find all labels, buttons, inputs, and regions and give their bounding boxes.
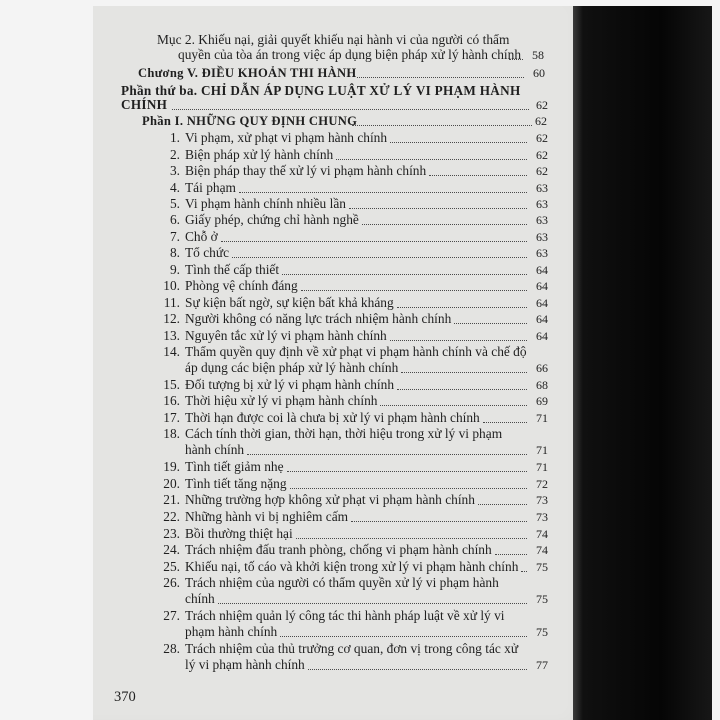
toc-entry-text: Trách nhiệm quản lý công tác thi hành pháp luật về xử lý vi	[185, 608, 505, 623]
leader-dots	[390, 140, 527, 143]
toc-entry-text: Thời hạn được coi là chưa bị xử lý vi phạm hành chính	[185, 410, 480, 425]
toc-entry-text: Tình thế cấp thiết	[185, 262, 280, 277]
page-number: 370	[114, 689, 136, 705]
toc-entry-page: 64	[536, 312, 548, 326]
leader-dots	[301, 288, 527, 291]
toc-entry-text: Người không có năng lực trách nhiệm hành chính	[185, 311, 452, 326]
leader-dots	[221, 239, 527, 242]
toc-entry-number: 9.	[169, 262, 180, 277]
leader-dots	[218, 601, 527, 604]
toc-entry-text: Những hành vi bị nghiêm cấm	[185, 509, 349, 524]
toc-entry-text: áp dụng các biện pháp xử lý hành chính	[185, 360, 399, 375]
toc-entry-page: 63	[536, 230, 548, 244]
toc-chapter-5-title: Chương V. ĐIỀU KHOẢN THI HÀNH	[138, 66, 357, 80]
toc-entry-text: Thẩm quyền quy định về xử phạt vi phạm hành chính và chế độ	[185, 344, 527, 359]
leader-dots	[349, 206, 527, 209]
toc-entry-text: Sự kiện bất ngờ, sự kiện bất khả kháng	[185, 295, 394, 310]
toc-entry-text: Tái phạm	[185, 180, 236, 195]
leader-dots	[308, 667, 527, 670]
leader-dots	[380, 403, 527, 406]
leader-dots	[290, 486, 527, 489]
toc-entry-number: 15.	[163, 377, 180, 392]
toc-entry-number: 21.	[163, 492, 180, 507]
leader-dots	[362, 222, 527, 225]
toc-entry-number: 20.	[163, 476, 180, 491]
toc-entry-number: 14.	[163, 344, 180, 359]
leader-dots	[282, 272, 527, 275]
toc-entry-text: Đối tượng bị xử lý vi phạm hành chính	[185, 377, 395, 392]
toc-entry-text: Giấy phép, chứng chỉ hành nghề	[185, 212, 359, 227]
toc-entry-page: 63	[536, 181, 548, 195]
frame-border-right	[712, 0, 720, 720]
toc-entry-number: 17.	[163, 410, 180, 425]
toc-entry-number: 5.	[169, 196, 180, 211]
toc-entry-page: 62	[536, 131, 548, 145]
toc-entry-text: Những trường hợp không xử phạt vi phạm hành chính	[185, 492, 475, 507]
toc-entry-page: 72	[536, 477, 548, 491]
toc-part-3-title-line2: CHÍNH	[121, 97, 168, 112]
toc-entry-page: 64	[536, 296, 548, 310]
leader-dots	[287, 469, 527, 472]
toc-entry-text: Biện pháp thay thế xử lý vi phạm hành chính	[185, 163, 427, 178]
toc-entry-number: 10.	[163, 278, 180, 293]
leader-dots	[478, 502, 527, 505]
toc-entry-page: 63	[536, 246, 548, 260]
book-spine	[573, 0, 720, 720]
toc-entry-number: 6.	[169, 212, 180, 227]
toc-section-1-page: 62	[535, 114, 547, 128]
toc-muc2-line1: Mục 2. Khiếu nại, giải quyết khiếu nại hành vi của người có thẩm	[157, 32, 510, 47]
leader-dots	[454, 321, 527, 324]
toc-entry-page: 62	[536, 148, 548, 162]
toc-entry-page: 73	[536, 510, 548, 524]
toc-entry-text: Nguyên tắc xử lý vi phạm hành chính	[185, 328, 387, 343]
toc-entry-number: 13.	[163, 328, 180, 343]
toc-entry-number: 8.	[169, 245, 180, 260]
leader-dots	[521, 569, 527, 572]
toc-section-1-title: Phần I. NHỮNG QUY ĐỊNH CHUNG	[142, 114, 358, 128]
leader-dots	[483, 420, 527, 423]
leader-dots	[247, 452, 527, 455]
toc-entry-page: 64	[536, 279, 548, 293]
leader-dots	[172, 107, 529, 110]
toc-entry-page: 63	[536, 197, 548, 211]
toc-entry-text: Chỗ ở	[185, 229, 218, 244]
toc-entry-page: 66	[536, 361, 548, 375]
leader-dots	[509, 57, 523, 60]
leader-dots	[352, 123, 532, 126]
toc-entry-page: 68	[536, 378, 548, 392]
toc-entry-page: 77	[536, 658, 548, 672]
toc-entry-page: 73	[536, 493, 548, 507]
toc-entry-text: Vi phạm hành chính nhiều lần	[185, 196, 346, 211]
toc-entry-page: 75	[536, 592, 548, 606]
toc-entry-text: Tổ chức	[185, 245, 230, 260]
toc-entry-text: Tình tiết tăng nặng	[185, 476, 287, 491]
toc-entry-number: 27.	[163, 608, 180, 623]
toc-entry-text: Phòng vệ chính đáng	[185, 278, 298, 293]
toc-part-3-page: 62	[536, 98, 548, 112]
leader-dots	[296, 536, 527, 539]
leader-dots	[280, 634, 527, 637]
toc-entry-text: Bồi thường thiệt hại	[185, 526, 293, 541]
toc-muc2-page: 58	[532, 48, 544, 62]
leader-dots	[397, 305, 527, 308]
toc-entry-number: 4.	[169, 180, 180, 195]
toc-entry-page: 63	[536, 213, 548, 227]
toc-entry-page: 71	[536, 411, 548, 425]
toc-entry-text: phạm hành chính	[185, 624, 278, 639]
toc-entry-number: 11.	[163, 295, 180, 310]
toc-entry-text: Trách nhiệm của thủ trưởng cơ quan, đơn vị trong công tác xử	[185, 641, 519, 656]
toc-entry-text: Vi phạm, xử phạt vi phạm hành chính	[185, 130, 388, 145]
toc-entry-number: 19.	[163, 459, 180, 474]
toc-part-3-title-line1: Phần thứ ba. CHỈ DẪN ÁP DỤNG LUẬT XỬ LÝ VI PHẠM HÀNH	[121, 83, 521, 98]
leader-dots	[495, 552, 527, 555]
toc-entry-text: Biện pháp xử lý hành chính	[185, 147, 334, 162]
toc-entry-number: 18.	[163, 426, 180, 441]
leader-dots	[336, 157, 527, 160]
leader-dots	[397, 387, 527, 390]
toc-entry-number: 28.	[163, 641, 180, 656]
leader-dots	[429, 173, 527, 176]
toc-entry-text: Cách tính thời gian, thời hạn, thời hiệu trong xử lý vi phạm	[185, 426, 503, 441]
toc-entry-number: 25.	[163, 559, 180, 574]
leader-dots	[351, 519, 527, 522]
toc-entry-page: 71	[536, 460, 548, 474]
toc-entry-text: chính	[185, 591, 215, 606]
toc-entry-text: Trách nhiệm đấu tranh phòng, chống vi phạm hành chính	[185, 542, 492, 557]
toc-entry-page: 69	[536, 394, 548, 408]
leader-dots	[357, 75, 524, 78]
toc-entry-page: 74	[536, 527, 548, 541]
toc-chapter-5-page: 60	[533, 66, 545, 80]
frame-border-left	[0, 0, 93, 720]
toc-entry-number: 1.	[169, 130, 180, 145]
toc-entry-number: 12.	[163, 311, 180, 326]
toc-entry-page: 62	[536, 164, 548, 178]
toc-entry-text: Khiếu nại, tố cáo và khởi kiện trong xử lý vi phạm hành chính	[185, 559, 519, 574]
leader-dots	[390, 338, 527, 341]
toc-entry-number: 3.	[169, 163, 180, 178]
leader-dots	[232, 255, 527, 258]
toc-muc2-line2: quyền của tòa án trong việc áp dụng biện pháp xử lý hành chính	[178, 47, 522, 62]
toc-entry-page: 71	[536, 443, 548, 457]
toc-entry-page: 64	[536, 329, 548, 343]
toc-entry-number: 26.	[163, 575, 180, 590]
toc-entry-number: 2.	[169, 147, 180, 162]
toc-entry-page: 75	[536, 625, 548, 639]
frame-border-top	[0, 0, 720, 6]
leader-dots	[401, 370, 527, 373]
toc-entry-number: 23.	[163, 526, 180, 541]
toc-entry-number: 16.	[163, 393, 180, 408]
toc-entry-page: 64	[536, 263, 548, 277]
toc-entry-number: 22.	[163, 509, 180, 524]
toc-entry-page: 75	[536, 560, 548, 574]
toc-entry-number: 24.	[163, 542, 180, 557]
toc-entry-text: Trách nhiệm của người có thẩm quyền xử lý vi phạm hành	[185, 575, 499, 590]
toc-entry-text: Tình tiết giảm nhẹ	[185, 459, 284, 474]
leader-dots	[239, 190, 527, 193]
toc-entry-text: hành chính	[185, 442, 245, 457]
toc-entry-page: 74	[536, 543, 548, 557]
toc-entry-number: 7.	[169, 229, 180, 244]
toc-entry-text: Thời hiệu xử lý vi phạm hành chính	[185, 393, 378, 408]
toc-entry-text: lý vi phạm hành chính	[185, 657, 305, 672]
